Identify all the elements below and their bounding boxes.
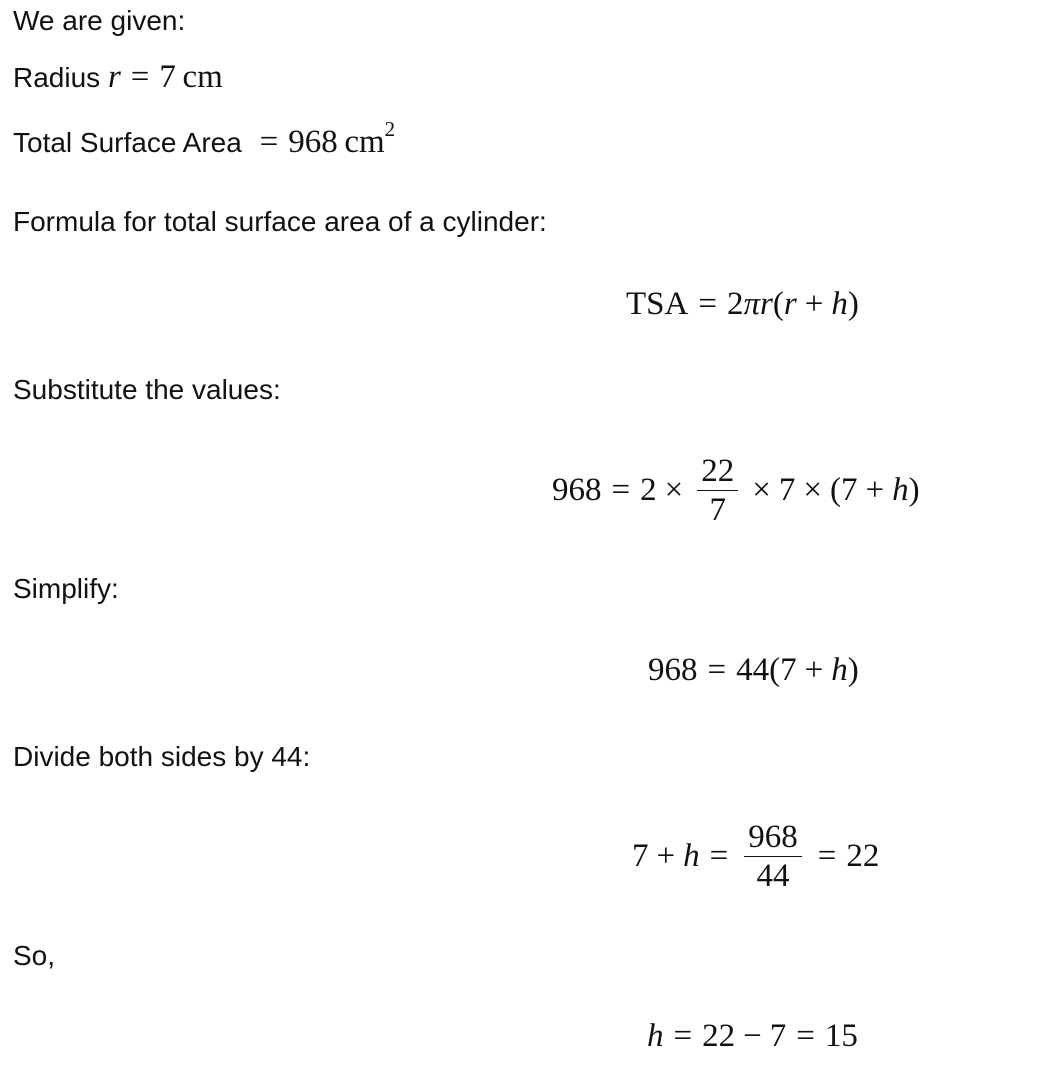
formula-coef: 2 (726, 286, 744, 322)
divide-frac-numerator: 968 (748, 818, 798, 855)
formula-pi: π (743, 286, 761, 322)
substitute-times-2: × (752, 472, 771, 508)
substitute-fraction (697, 452, 738, 528)
substitute-heading: Substitute the values: (13, 374, 281, 405)
substitute-paren-close: ) (908, 472, 920, 508)
substitute-frac-numerator: 22 (701, 452, 735, 489)
formula-r: r (760, 286, 773, 322)
tsa-math (250, 117, 396, 160)
formula-heading: Formula for total surface area of a cylinder: (13, 206, 547, 237)
substitute-seven: 7 (778, 472, 796, 508)
substitute-paren-open: (7 (830, 472, 858, 508)
divide-fraction (744, 818, 802, 894)
substitute-equals: = (611, 472, 631, 508)
final-equals-2: = (796, 1018, 815, 1054)
radius-math (108, 59, 223, 95)
tsa-equals: = (259, 124, 279, 160)
formula-h: h (831, 286, 848, 322)
substitute-lhs: 968 (552, 472, 602, 508)
substitute-frac-denominator: 7 (709, 491, 726, 528)
divide-plus: + (656, 838, 676, 874)
substitute-h: h (892, 472, 909, 508)
formula-r2: r (783, 286, 797, 322)
radius-value: 7 (159, 59, 176, 95)
divide-result: 22 (846, 838, 880, 874)
final-equals-1: = (673, 1018, 693, 1054)
simplify-h: h (831, 652, 848, 688)
final-equation (647, 1016, 858, 1056)
simplify-close: ) (847, 652, 859, 688)
formula-plus: + (804, 286, 824, 322)
substitute-times-3: × (803, 472, 822, 508)
tsa-label: Total Surface Area (13, 127, 242, 158)
so-heading: So, (13, 940, 56, 971)
divide-equals-1: = (709, 838, 729, 874)
divide-equation (632, 806, 879, 906)
final-result: 15 (824, 1018, 858, 1054)
final-h: h (647, 1018, 664, 1054)
final-minus: − (743, 1018, 762, 1054)
divide-frac-denominator: 44 (756, 857, 790, 894)
tsa-exponent: 2 (384, 117, 396, 141)
final-a: 22 (702, 1018, 736, 1054)
simplify-equation (648, 650, 859, 690)
substitute-equation (552, 440, 920, 540)
divide-equals-2: = (817, 838, 837, 874)
substitute-plus: + (865, 472, 885, 508)
radius-line (13, 60, 223, 95)
radius-equals: = (130, 59, 150, 95)
simplify-plus: + (804, 652, 824, 688)
intro-text: We are given: (13, 5, 186, 36)
formula-equals: = (698, 286, 717, 322)
formula-close: ) (847, 286, 859, 322)
radius-unit: cm (182, 59, 223, 95)
divide-h: h (683, 838, 700, 874)
final-b: 7 (769, 1018, 787, 1054)
tsa-value: 968 (288, 124, 338, 160)
simplify-equals: = (707, 652, 727, 688)
substitute-two: 2 (640, 472, 657, 508)
substitute-times-1: × (664, 472, 684, 508)
tsa-unit: cm (344, 124, 385, 160)
divide-lhs-num: 7 (632, 838, 649, 874)
divide-heading: Divide both sides by 44: (13, 741, 311, 772)
simplify-lhs: 968 (648, 652, 698, 688)
radius-label: Radius (13, 62, 101, 93)
formula-open: ( (772, 286, 784, 322)
tsa-line (13, 116, 395, 160)
simplify-heading: Simplify: (13, 573, 119, 604)
formula-lhs: TSA (626, 286, 689, 322)
simplify-rhs-start: 44(7 (736, 652, 797, 688)
formula-equation (626, 284, 859, 324)
radius-var: r (107, 59, 121, 95)
